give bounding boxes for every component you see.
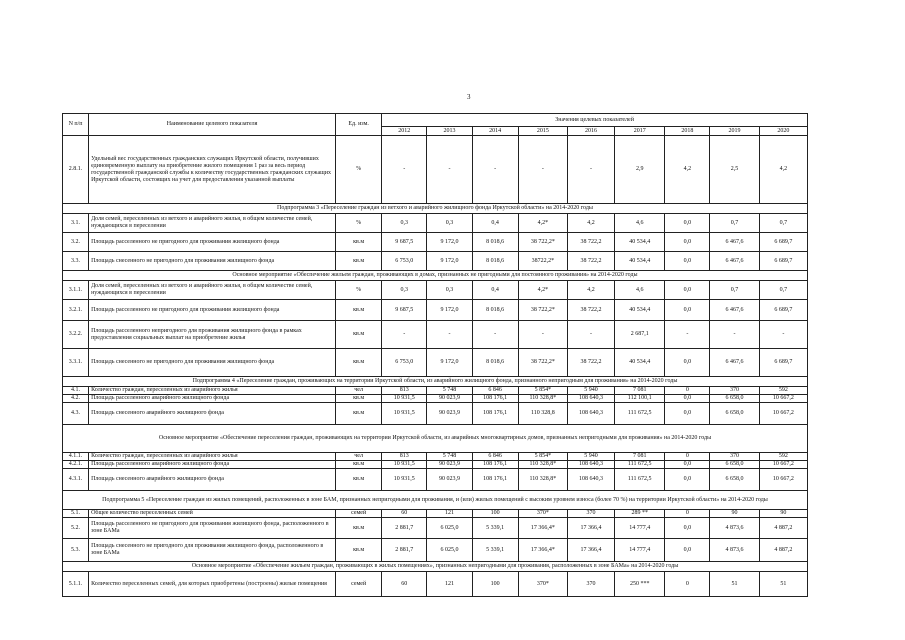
value-cell: 370*: [518, 510, 567, 518]
unit-cell: %: [336, 214, 382, 233]
unit-cell: %: [336, 136, 382, 204]
indicator-name: Площадь расселенного не пригодного для проживания жилищного фонда: [89, 233, 336, 252]
value-cell: 60: [382, 572, 427, 597]
value-cell: 38 722,2: [567, 349, 614, 377]
row-number: 4.2.: [63, 395, 89, 403]
table-row: [63, 300, 808, 321]
value-cell: 813: [382, 387, 427, 395]
row-number: 3.2.2.: [63, 321, 89, 349]
value-cell: 5 854*: [518, 387, 567, 395]
table-row: [63, 252, 808, 271]
unit-cell: кв.м: [336, 461, 382, 469]
value-cell: 38 722,2: [567, 252, 614, 271]
unit-cell: кв.м: [336, 252, 382, 271]
value-cell: 2 687,1: [615, 321, 665, 349]
value-cell: 100: [472, 510, 518, 518]
value-cell: -: [567, 321, 614, 349]
value-cell: 10 667,2: [759, 469, 807, 491]
section-title: Основное мероприятие «Обеспечение переселения граждан, проживающих на территории Иркутской области, из аварийных многоквартирных домов, признанных непригодными для проживания» на 2014-2020 годы: [63, 425, 808, 453]
value-cell: 10 667,2: [759, 461, 807, 469]
value-cell: 0,0: [665, 469, 710, 491]
header-year: 2020: [759, 127, 807, 136]
row-number: 4.1.1.: [63, 453, 89, 461]
header-year: 2014: [472, 127, 518, 136]
value-cell: -: [518, 136, 567, 204]
value-cell: 289 **: [615, 510, 665, 518]
table-row: [63, 281, 808, 300]
row-number: 3.2.1.: [63, 300, 89, 321]
value-cell: 2,5: [710, 136, 759, 204]
value-cell: 108 640,3: [567, 461, 614, 469]
value-cell: -: [382, 136, 427, 204]
value-cell: 14 777,4: [615, 539, 665, 562]
unit-cell: кв.м: [336, 395, 382, 403]
row-number: 2.8.1.: [63, 136, 89, 204]
row-number: 3.2.: [63, 233, 89, 252]
value-cell: 4,6: [615, 281, 665, 300]
value-cell: -: [567, 136, 614, 204]
value-cell: 108 176,1: [472, 403, 518, 425]
value-cell: 5 339,1: [472, 539, 518, 562]
value-cell: 7 081: [615, 387, 665, 395]
value-cell: 592: [759, 387, 807, 395]
value-cell: 110 328,8*: [518, 461, 567, 469]
value-cell: 0,7: [710, 214, 759, 233]
indicator-name: Доля семей, переселенных из ветхого и аварийного жилья, в общем количестве семей, нуждающихся в переселении: [89, 281, 336, 300]
value-cell: 6 689,7: [759, 252, 807, 271]
value-cell: 4 873,6: [710, 518, 759, 539]
value-cell: 0,7: [759, 214, 807, 233]
value-cell: 40 534,4: [615, 233, 665, 252]
indicator-name: Общее количество переселенных семей: [89, 510, 336, 518]
value-cell: 40 534,4: [615, 300, 665, 321]
row-number: 4.3.1.: [63, 469, 89, 491]
table-row: [63, 395, 808, 403]
section-row: [63, 204, 808, 214]
value-cell: 17 366,4*: [518, 539, 567, 562]
value-cell: -: [472, 136, 518, 204]
indicator-name: Удельный вес государственных гражданских служащих Иркутской области, получивших единовременную выплату на приобретение жилого помещения 1 раз за весь период государственной гражданской службы к количеству государственных гражданских служащих Иркутской области, состоящих на учет для предоставления указанной выплаты: [89, 136, 336, 204]
value-cell: 0: [665, 510, 710, 518]
value-cell: 0,0: [665, 518, 710, 539]
table-row: [63, 572, 808, 597]
indicator-name: Площадь расселенного непригодного для проживания жилищного фонда в рамках предоставления социальных выплат на приобретение жилья: [89, 321, 336, 349]
value-cell: -: [518, 321, 567, 349]
unit-cell: %: [336, 281, 382, 300]
value-cell: 111 672,5: [615, 469, 665, 491]
value-cell: 108 176,1: [472, 461, 518, 469]
value-cell: -: [472, 321, 518, 349]
value-cell: 4,2: [665, 136, 710, 204]
header-year: 2017: [615, 127, 665, 136]
value-cell: 5 854*: [518, 453, 567, 461]
indicator-name: Площадь расселенного аварийного жилищного фонда: [89, 395, 336, 403]
value-cell: 110 328,8*: [518, 469, 567, 491]
value-cell: 8 018,6: [472, 300, 518, 321]
header-year: 2015: [518, 127, 567, 136]
value-cell: 592: [759, 453, 807, 461]
value-cell: 6 689,7: [759, 233, 807, 252]
row-number: 5.2.: [63, 518, 89, 539]
value-cell: -: [427, 321, 472, 349]
table-row: [63, 321, 808, 349]
value-cell: 4 887,2: [759, 539, 807, 562]
value-cell: 0: [665, 387, 710, 395]
section-title: Основное мероприятие «Обеспечение жильем граждан, проживающих в жилых помещениях», признанных непригодными для проживания, расположенных в зоне БАМа» на 2014-2020 годы: [63, 562, 808, 572]
value-cell: 90: [759, 510, 807, 518]
value-cell: 38 722,2*: [518, 233, 567, 252]
value-cell: 0,3: [427, 281, 472, 300]
value-cell: 6 658,0: [710, 403, 759, 425]
value-cell: 0,0: [665, 233, 710, 252]
value-cell: 10 931,5: [382, 461, 427, 469]
value-cell: 6 846: [472, 387, 518, 395]
value-cell: 9 172,0: [427, 349, 472, 377]
value-cell: 0,3: [382, 281, 427, 300]
value-cell: 6 658,0: [710, 469, 759, 491]
value-cell: -: [665, 321, 710, 349]
unit-cell: кв.м: [336, 349, 382, 377]
value-cell: 6 689,7: [759, 349, 807, 377]
value-cell: 2 881,7: [382, 539, 427, 562]
table-row: [63, 518, 808, 539]
value-cell: 370: [567, 510, 614, 518]
value-cell: 0,0: [665, 461, 710, 469]
value-cell: 2,9: [615, 136, 665, 204]
header-unit: Ед. изм.: [336, 114, 382, 136]
unit-cell: семей: [336, 572, 382, 597]
value-cell: 6 658,0: [710, 395, 759, 403]
indicator-name: Площадь снесенного не пригодного для проживания жилищного фонда: [89, 349, 336, 377]
value-cell: 6 658,0: [710, 461, 759, 469]
value-cell: 108 640,3: [567, 469, 614, 491]
table-row: [63, 539, 808, 562]
value-cell: 38722,2*: [518, 252, 567, 271]
value-cell: 370: [567, 572, 614, 597]
row-number: 3.1.1.: [63, 281, 89, 300]
value-cell: 51: [710, 572, 759, 597]
row-number: 3.3.: [63, 252, 89, 271]
value-cell: 6 025,0: [427, 539, 472, 562]
row-number: 4.2.1.: [63, 461, 89, 469]
section-row: [63, 271, 808, 281]
value-cell: 10 667,2: [759, 403, 807, 425]
value-cell: 8 018,6: [472, 252, 518, 271]
value-cell: 90 023,9: [427, 461, 472, 469]
section-row: [63, 377, 808, 387]
value-cell: 4 887,2: [759, 518, 807, 539]
row-number: 5.1.1.: [63, 572, 89, 597]
section-row: [63, 491, 808, 510]
section-row: [63, 562, 808, 572]
indicator-name: Площадь расселенного не пригодного для проживания жилищного фонда: [89, 300, 336, 321]
value-cell: 0,0: [665, 403, 710, 425]
value-cell: 8 018,6: [472, 233, 518, 252]
value-cell: 108 640,3: [567, 395, 614, 403]
value-cell: 10 931,5: [382, 395, 427, 403]
table-row: [63, 387, 808, 395]
value-cell: 90: [710, 510, 759, 518]
value-cell: 370*: [518, 572, 567, 597]
row-number: 5.1.: [63, 510, 89, 518]
value-cell: 9 172,0: [427, 233, 472, 252]
value-cell: 4,2: [567, 214, 614, 233]
unit-cell: семей: [336, 510, 382, 518]
value-cell: 10 667,2: [759, 395, 807, 403]
value-cell: 0,7: [710, 281, 759, 300]
value-cell: 111 672,5: [615, 461, 665, 469]
value-cell: 0,0: [665, 349, 710, 377]
table-row: [63, 453, 808, 461]
row-number: 4.3.: [63, 403, 89, 425]
value-cell: 0,4: [472, 214, 518, 233]
indicator-name: Количество граждан, переселенных из аварийного жилья: [89, 387, 336, 395]
value-cell: 90 023,9: [427, 469, 472, 491]
value-cell: 0,3: [427, 214, 472, 233]
value-cell: 250 ***: [615, 572, 665, 597]
value-cell: 108 640,3: [567, 403, 614, 425]
unit-cell: кв.м: [336, 518, 382, 539]
value-cell: 6 753,0: [382, 252, 427, 271]
section-title: Подпрограмма 5 «Переселение граждан из жилых помещений, расположенных в зоне БАМ, признанных непригодными для проживания, и (или) жилых помещений с высоким уровнем износа (более 70 %) на территории Иркутской области» на 2014-2020 годы: [63, 491, 808, 510]
section-title: Подпрограмма 4 «Переселение граждан, проживающих на территории Иркутской области, из аварийного жилищного фонда, признанного непригодным для проживания» на 2014-2020 годы: [63, 377, 808, 387]
header-year: 2012: [382, 127, 427, 136]
value-cell: 6 467,6: [710, 252, 759, 271]
value-cell: 6 846: [472, 453, 518, 461]
indicator-name: Количество переселенных семей, для которых приобретены (построены) жилые помещения: [89, 572, 336, 597]
value-cell: -: [427, 136, 472, 204]
value-cell: 108 176,1: [472, 395, 518, 403]
value-cell: 100: [472, 572, 518, 597]
value-cell: 90 023,9: [427, 403, 472, 425]
unit-cell: чел: [336, 387, 382, 395]
header-year: 2016: [567, 127, 614, 136]
value-cell: 0,0: [665, 214, 710, 233]
value-cell: 38 722,2*: [518, 349, 567, 377]
value-cell: 10 931,5: [382, 403, 427, 425]
section-row: [63, 425, 808, 453]
value-cell: 6 467,6: [710, 349, 759, 377]
value-cell: 4,6: [615, 214, 665, 233]
value-cell: 0,0: [665, 252, 710, 271]
value-cell: 5 940: [567, 453, 614, 461]
indicator-name: Площадь снесенного аварийного жилищного фонда: [89, 469, 336, 491]
value-cell: 121: [427, 572, 472, 597]
value-cell: 111 672,5: [615, 403, 665, 425]
value-cell: 14 777,4: [615, 518, 665, 539]
indicator-name: Площадь снесенного не пригодного для проживания жилищного фонда: [89, 252, 336, 271]
value-cell: 5 748: [427, 453, 472, 461]
value-cell: 6 025,0: [427, 518, 472, 539]
table-row: [63, 349, 808, 377]
target-indicators-table: [62, 113, 808, 597]
value-cell: 6 689,7: [759, 300, 807, 321]
row-number: 4.1.: [63, 387, 89, 395]
value-cell: -: [710, 321, 759, 349]
value-cell: 5 339,1: [472, 518, 518, 539]
value-cell: 9 172,0: [427, 252, 472, 271]
table-row: [63, 469, 808, 491]
row-number: 3.3.1.: [63, 349, 89, 377]
value-cell: 0: [665, 453, 710, 461]
value-cell: 9 687,5: [382, 233, 427, 252]
section-title: Основное мероприятие «Обеспечение жильем граждан, проживающих в домах, признанных не пригодными для постоянного проживания» на 2014-2020 годы: [63, 271, 808, 281]
value-cell: 4,2: [567, 281, 614, 300]
section-title: Подпрограмма 3 «Переселение граждан из ветхого и аварийного жилищного фонда Иркутской области» на 2014-2020 годы: [63, 204, 808, 214]
value-cell: 0,0: [665, 281, 710, 300]
value-cell: 38 722,2: [567, 233, 614, 252]
table-row: [63, 233, 808, 252]
indicator-name: Площадь снесенного аварийного жилищного фонда: [89, 403, 336, 425]
indicator-name: Доля семей, переселенных из ветхого и аварийного жилья, в общем количестве семей, нуждающихся в переселении: [89, 214, 336, 233]
indicator-name: Площадь расселенного аварийного жилищного фонда: [89, 461, 336, 469]
indicator-name: Площадь снесенного не пригодного для проживания жилищного фонда, расположенного в зоне БАМа: [89, 539, 336, 562]
table-body: [63, 136, 808, 597]
page-number: 3: [467, 93, 471, 101]
header-year: 2019: [710, 127, 759, 136]
table-row: [63, 214, 808, 233]
value-cell: 110 328,8*: [518, 395, 567, 403]
value-cell: 0,3: [382, 214, 427, 233]
value-cell: 2 881,7: [382, 518, 427, 539]
value-cell: 5 940: [567, 387, 614, 395]
value-cell: 40 534,4: [615, 252, 665, 271]
value-cell: 0,0: [665, 395, 710, 403]
value-cell: 6 467,6: [710, 300, 759, 321]
header-name: Наименование целевого показателя: [89, 114, 336, 136]
header-year: 2013: [427, 127, 472, 136]
value-cell: 38 722,2*: [518, 300, 567, 321]
table-row: [63, 461, 808, 469]
value-cell: 4 873,6: [710, 539, 759, 562]
unit-cell: кв.м: [336, 233, 382, 252]
indicator-name: Количество граждан, переселенных из аварийного жилья: [89, 453, 336, 461]
value-cell: 0,4: [472, 281, 518, 300]
header-num: N п/п: [63, 114, 89, 136]
value-cell: 4,2*: [518, 281, 567, 300]
value-cell: 7 081: [615, 453, 665, 461]
value-cell: 6 467,6: [710, 233, 759, 252]
value-cell: 108 176,1: [472, 469, 518, 491]
value-cell: 0,0: [665, 539, 710, 562]
value-cell: 60: [382, 510, 427, 518]
value-cell: 90 023,9: [427, 395, 472, 403]
value-cell: 6 753,0: [382, 349, 427, 377]
value-cell: 813: [382, 453, 427, 461]
unit-cell: кв.м: [336, 321, 382, 349]
value-cell: 40 534,4: [615, 349, 665, 377]
value-cell: 370: [710, 387, 759, 395]
value-cell: 17 366,4*: [518, 518, 567, 539]
value-cell: 10 931,5: [382, 469, 427, 491]
unit-cell: кв.м: [336, 300, 382, 321]
header-values: Значения целевых показателей: [382, 114, 808, 127]
table-row: [63, 403, 808, 425]
value-cell: -: [382, 321, 427, 349]
value-cell: 8 018,6: [472, 349, 518, 377]
table-row: [63, 510, 808, 518]
value-cell: 0,0: [665, 300, 710, 321]
value-cell: 0: [665, 572, 710, 597]
value-cell: 5 748: [427, 387, 472, 395]
value-cell: 0,7: [759, 281, 807, 300]
unit-cell: чел: [336, 453, 382, 461]
value-cell: 9 172,0: [427, 300, 472, 321]
value-cell: 4,2: [759, 136, 807, 204]
value-cell: 112 100,1: [615, 395, 665, 403]
table-header: [63, 114, 808, 136]
unit-cell: кв.м: [336, 469, 382, 491]
value-cell: 38 722,2: [567, 300, 614, 321]
unit-cell: кв.м: [336, 539, 382, 562]
unit-cell: кв.м: [336, 403, 382, 425]
value-cell: 51: [759, 572, 807, 597]
indicator-name: Площадь расселенного не пригодного для проживания жилищного фонда, расположенного в зоне БАМа: [89, 518, 336, 539]
value-cell: 17 366,4: [567, 518, 614, 539]
value-cell: 121: [427, 510, 472, 518]
value-cell: 9 687,5: [382, 300, 427, 321]
value-cell: 110 328,8: [518, 403, 567, 425]
row-number: 3.1.: [63, 214, 89, 233]
row-number: 5.3.: [63, 539, 89, 562]
value-cell: 370: [710, 453, 759, 461]
value-cell: 17 366,4: [567, 539, 614, 562]
value-cell: -: [759, 321, 807, 349]
value-cell: 4,2*: [518, 214, 567, 233]
header-year: 2018: [665, 127, 710, 136]
table-row: [63, 136, 808, 204]
